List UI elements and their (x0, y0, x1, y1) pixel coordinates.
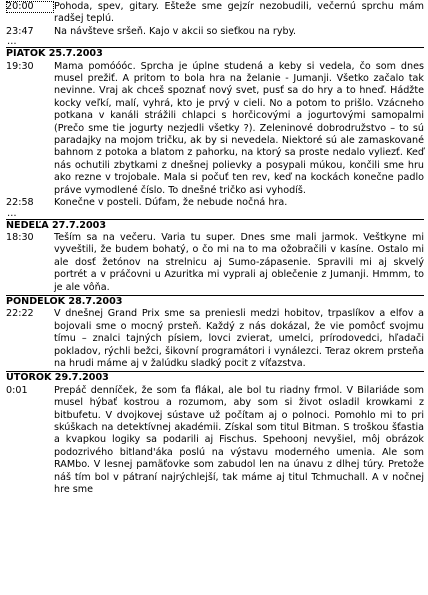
diary-entry (6, 26, 424, 38)
entry-text: Teším sa na večeru. Varia tu super. Dnes sme mali jarmok. Veštkyne mi vyveštili, že budem bohatý, o čo mi na to ma ožobračili v kasíne. Ostalo mi ale dosť žetónov na strelnicu aj Sumo-zápasenie. Spravili mi aj skvelý portrét a v práčovni u Azuritka mi vyprali aj oblečenie z Jumanji. Hmmm, to je ale vôňa. (54, 231, 424, 293)
section-ellipsis: … (7, 207, 17, 219)
diary-entry (6, 385, 424, 497)
diary-entry (6, 197, 424, 209)
entry-time: 0:01 (6, 384, 28, 396)
diary-entry (6, 1, 424, 26)
entry-time: 23:47 (6, 25, 34, 37)
section-ellipsis: … (7, 36, 17, 48)
day-header: PONDELOK 28.7.2003 (6, 295, 424, 308)
day-header: UTOROK 29.7.2003 (6, 371, 424, 384)
entry-time: 20:00 (6, 1, 54, 13)
entry-time: 19:30 (6, 60, 34, 72)
entry-text: V dnešnej Grand Prix sme sa preniesli medzi hobitov, trpaslíkov a elfov a bojovali sme o mocný prsteň. Každý z nás dokázal, že vie pomôcť svojmu tímu – znalci tajných písiem, lovci zvierat, umelci, prírodovedci, hľadači pokladov, rýchli bežci, šikovní programátori i vynálezci. Teraz okrem prsteňa na hrudi máme aj v žalúdku sladký pocit z víťazstva. (54, 308, 424, 369)
entry-time: 18:30 (6, 231, 34, 243)
entry-text: Prepáč denníček, že som ťa flákal, ale bol tu riadny frmol. V Bilariáde som musel hýbať kostrou a rozumom, aby som si život osladil krowkami z bitbufetu. V dvojkovej sústave už počítam aj o polnoci. Pomohlo mi to pri skúškach na detektívnej akadémii. Získal som titul Bitman. S troškou šťastia a kvapkou logiky sa podarili aj Fischus. Spehoonj nevyšiel, môj obrázok podozrivého bitland'áka poslú na výstavu moderného umenia. Ale som RAMbo. V lesnej pamäťovke som zabudol len na únavu z dlhej túry. Pretože náš tím bol v pátraní najrýchlejší, tak máme aj titul Tchmuchall. A v nočnej hre sme (54, 384, 424, 496)
diary-entry (6, 308, 424, 370)
entry-time: 22:58 (6, 197, 34, 209)
entry-text: Mama pomóóóc. Sprcha je úplne studená a keby si vedela, čo som dnes musel prežiť. A pritom to bola hra na želanie - Jumanji. Všetko začalo tak nevinne. Vraj ak chceš spoznať nový svet, pusť sa do hry a to hneď. Hádžte kocky veľkí, malí, vyhrá, kto je prvý v cieli. No a potom to prišlo. Vzácneho potkana v kanáli strážili chlapci s horčicovými a jogurtovými samopalmi (Prečo sme tie jogurty nezjedli všetky ?). Zeleninové dobrodružstvo – to sú paradajky na mojom tričku, ak by si nevedela. Niektoré sú ale zamaskované bahnom z potoka a blatom z pahorku, na ktorý sa proste nedalo vyliezť. Keď nás ochutili zbytkami z dnešnej polievky a posypali múkou, končili sme hru ako rezne v trojobale. Mala si počuť ten rev, keď na kockách konečne padlo práve vymodlené číslo. To dnešné tričko asi vyhodíš. (54, 60, 424, 196)
day-header: PIATOK 25.7.2003 (6, 47, 424, 60)
diary-entry (6, 61, 424, 197)
entry-text: Konečne v posteli. Dúfam, že nebude nočná hra. (54, 197, 288, 209)
entry-text: Pohoda, spev, gitary. Ešteže sme gejzír nezobudili, večernú sprchu mám radšej teplú. (54, 1, 424, 25)
entry-text: Na návšteve sršeň. Kajo v akcii so sieťkou na ryby. (54, 25, 296, 37)
day-header: NEDEĽA 27.7.2003 (6, 219, 424, 232)
diary-entry (6, 232, 424, 294)
entry-time: 22:22 (6, 308, 34, 320)
